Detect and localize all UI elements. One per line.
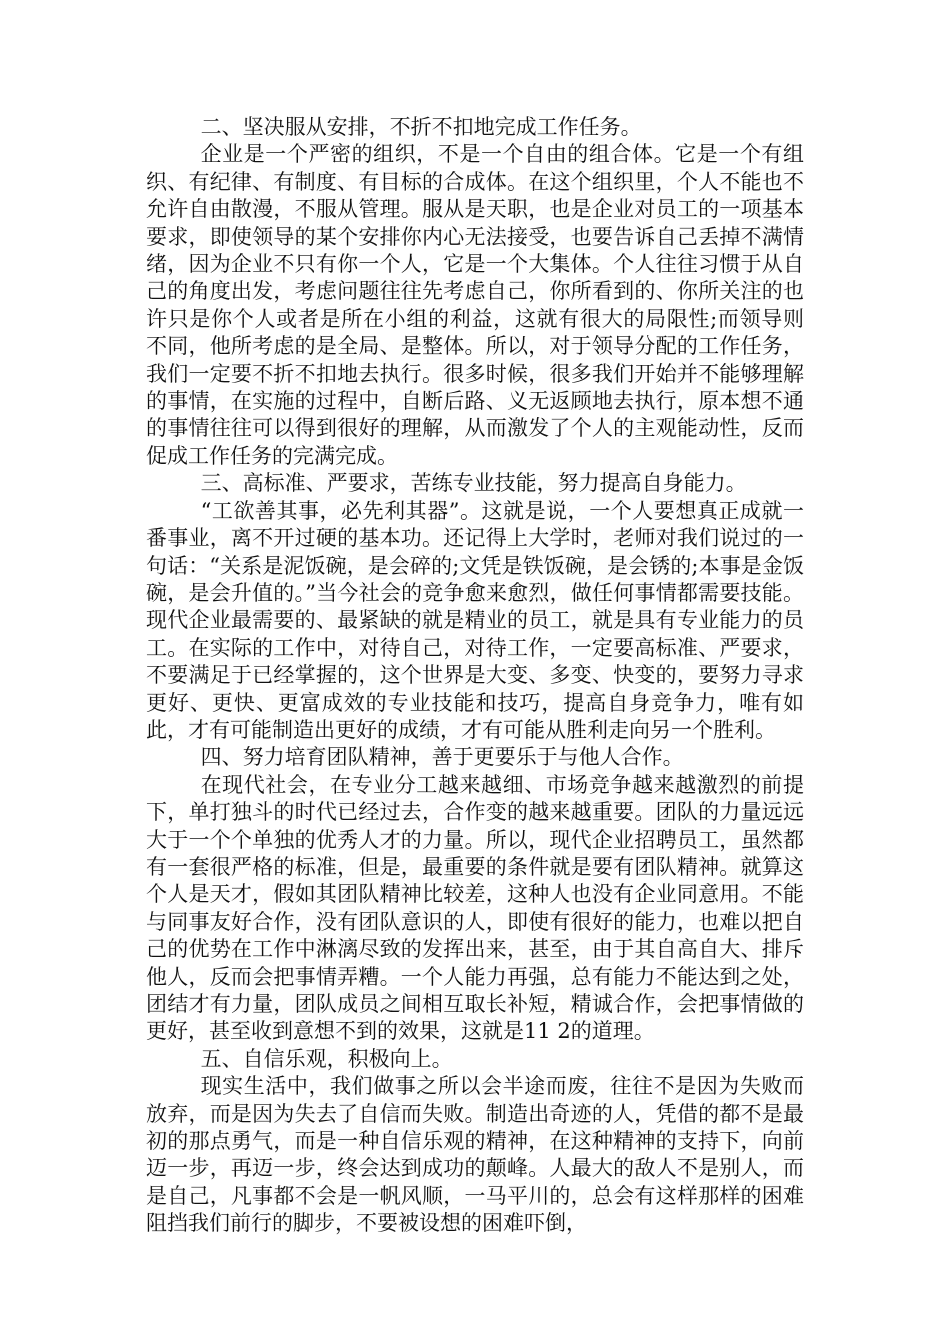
- section-heading-5: 五、自信乐观，积极向上。: [200, 1046, 453, 1071]
- section-heading-2: 二、坚决服从安排，不折不扣地完成工作任务。: [200, 115, 642, 139]
- body-paragraph-4: 在现代社会，在专业分工越来越细、市场竞争越来越激烈的前提下，单打独斗的时代已经过去，合作变的越来越重要。团队的力量远远大于一个个单独的优秀人才的力量。所以，现代企业招聘员工，虽然都有一套很严格的标准，但是，最重要的条件就是要有团队精神。就算这个人是天才，假如其团队精神比较差，这种人也没有企业同意用。不能与同事友好合作，没有团队意识的人，即使有很好的能力，也难以把自己的优势在工作中淋漓尽致的发挥出来，甚至，由于其自高自大、排斥他人，反而会把事情弄糟。一个人能力再强，总有能力不能达到之处，团结才有力量，团队成员之间相互取长补短，精诚合作，会把事情做的更好，甚至收到意想不到的效果，这就是11 2的道理。: [146, 772, 804, 1044]
- section-heading-3: 三、高标准、严要求，苦练专业技能，努力提高自身能力。: [200, 471, 747, 496]
- body-paragraph-3: “工欲善其事，必先利其器”。这就是说，一个人要想真正成就一番事业，离不开过硬的基本功。还记得上大学时，老师对我们说过的一句话：“关系是泥饭碗，是会碎的;文凭是铁饭碗，是会锈的;本事是金饭碗，是会升值的。”当今社会的竞争愈来愈烈，做任何事情都需要技能。现代企业最需要的、最紧缺的就是精业的员工，就是具有专业能力的员工。在实际的工作中，对待自己，对待工作，一定要高标准、严要求，不要满足于已经掌握的，这个世界是大变、多变、快变的，要努力寻求更好、更快、更富成效的专业技能和技巧，提高自身竞争力，唯有如此，才有可能制造出更好的成绩，才有可能从胜利走向另一个胜利。: [146, 498, 804, 742]
- body-paragraph-2: 企业是一个严密的组织，不是一个自由的组合体。它是一个有组织、有纪律、有制度、有目标的合成体。在这个组织里，个人不能也不允许自由散漫，不服从管理。服从是天职，也是企业对员工的一项基本要求，即使领导的某个安排你内心无法接受，也要告诉自己丢掉不满情绪，因为企业不只有你一个人，它是一个大集体。个人往往习惯于从自己的角度出发，考虑问题往往先考虑自己，你所看到的、你所关注的也许只是你个人或者是所在小组的利益，这就有很大的局限性;而领导则不同，他所考虑的是全局、是整体。所以，对于领导分配的工作任务，我们一定要不折不扣地去执行。很多时候，很多我们开始并不能够理解的事情，在实施的过程中，自断后路、义无返顾地去执行，原本想不通的事情往往可以得到很好的理解，从而激发了个人的主观能动性，反而促成工作任务的完满完成。: [146, 142, 804, 468]
- document-page: [146, 114, 804, 1238]
- body-paragraph-5: 现实生活中，我们做事之所以会半途而废，往往不是因为失败而放弃，而是因为失去了自信而失败。制造出奇迹的人，凭借的都不是最初的那点勇气，而是一种自信乐观的精神，在这种精神的支持下，向前迈一步，再迈一步，终会达到成功的颠峰。人最大的敌人不是别人，而是自己，凡事都不会是一帆风顺，一马平川的，总会有这样那样的困难阻挡我们前行的脚步，不要被设想的困难吓倒，: [146, 1074, 804, 1236]
- section-heading-4: 四、努力培育团队精神，善于更要乐于与他人合作。: [200, 745, 684, 770]
